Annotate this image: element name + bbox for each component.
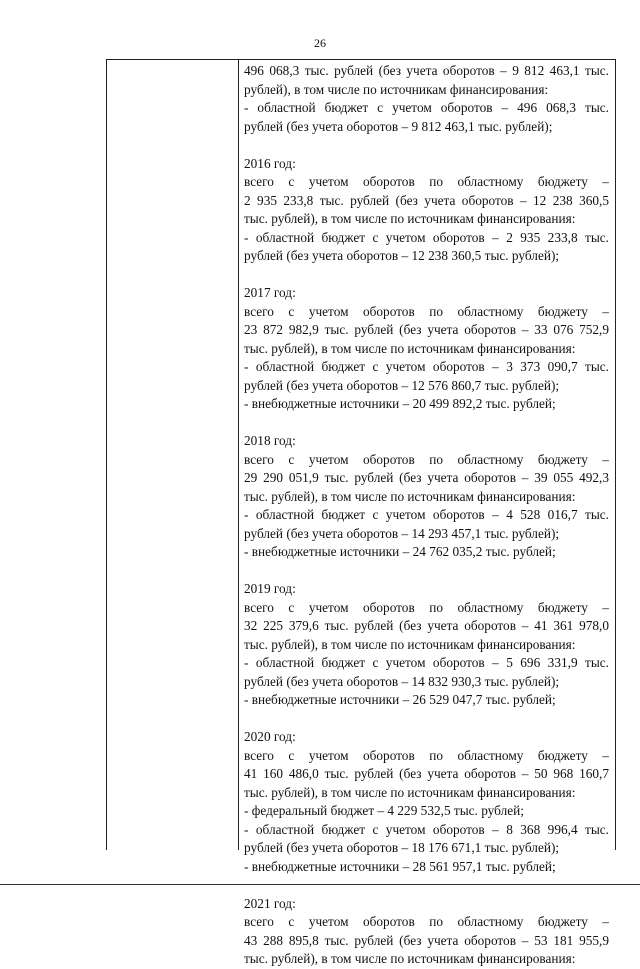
- text-block: [244, 728, 609, 876]
- text-line: 41 160 486,0 тыс. рублей (без учета оборотов – 50 968 160,7: [244, 766, 609, 781]
- text-line: всего с учетом оборотов по областному бюджету –: [244, 303, 609, 319]
- text-line: рублей (без учета оборотов – 12 576 860,7 тыс. рублей);: [244, 377, 560, 393]
- text-block: [244, 432, 609, 562]
- text-block: [244, 155, 609, 266]
- text-line: - областной бюджет с учетом оборотов – 4 528 016,7 тыс.: [244, 507, 609, 522]
- table-left-column: [106, 60, 239, 850]
- text-line: 2021 год:: [244, 895, 296, 911]
- text-block: [244, 62, 609, 136]
- text-line: 2018 год:: [244, 433, 296, 448]
- text-line: тыс. рублей), в том числе по источникам финансирования:: [244, 211, 576, 226]
- text-line: рублей), в том числе по источникам финансирования:: [244, 81, 549, 97]
- text-block: [244, 580, 609, 710]
- table-right-column: [238, 60, 616, 966]
- text-line: тыс. рублей), в том числе по источникам финансирования:: [244, 951, 576, 966]
- text-line: всего с учетом оборотов по областному бюджету –: [244, 747, 609, 763]
- text-line: - областной бюджет с учетом оборотов – 496 068,3 тыс.: [244, 100, 609, 115]
- text-block: [244, 284, 609, 414]
- text-line: 2020 год:: [244, 729, 296, 744]
- text-line: 496 068,3 тыс. рублей (без учета оборотов – 9 812 463,1 тыс.: [244, 63, 609, 78]
- text-line: - внебюджетные источники – 26 529 047,7 тыс. рублей;: [244, 692, 556, 707]
- text-line: - федеральный бюджет – 4 229 532,5 тыс. рублей;: [244, 803, 524, 818]
- budget-table: [106, 59, 616, 966]
- text-line: 2019 год:: [244, 581, 296, 596]
- text-line: 32 225 379,6 тыс. рублей (без учета оборотов – 41 361 978,0: [244, 618, 609, 633]
- text-line: 2016 год:: [244, 155, 296, 171]
- text-line: 43 288 895,8 тыс. рублей (без учета оборотов – 53 181 955,9: [244, 932, 609, 948]
- text-line: всего с учетом оборотов по областному бюджету –: [244, 451, 609, 467]
- text-line: - областной бюджет с учетом оборотов – 3 373 090,7 тыс.: [244, 359, 609, 374]
- text-line: 2017 год:: [244, 285, 296, 300]
- text-line: тыс. рублей), в том числе по источникам финансирования:: [244, 784, 576, 800]
- text-line: всего с учетом оборотов по областному бюджету –: [244, 914, 609, 929]
- text-line: - внебюджетные источники – 20 499 892,2 тыс. рублей;: [244, 396, 556, 411]
- text-block: [244, 895, 609, 969]
- text-line: 2 935 233,8 тыс. рублей (без учета оборотов – 12 238 360,5: [244, 192, 609, 208]
- text-line: - областной бюджет с учетом оборотов – 5 696 331,9 тыс.: [244, 655, 609, 670]
- text-line: - областной бюджет с учетом оборотов – 8 368 996,4 тыс.: [244, 821, 609, 837]
- text-line: рублей (без учета оборотов – 14 293 457,1 тыс. рублей);: [244, 525, 560, 541]
- page-bottom-rule: [0, 884, 640, 885]
- text-line: 29 290 051,9 тыс. рублей (без учета оборотов – 39 055 492,3: [244, 470, 609, 485]
- text-line: - внебюджетные источники – 24 762 035,2 тыс. рублей;: [244, 544, 556, 559]
- text-line: - внебюджетные источники – 28 561 957,1 тыс. рублей;: [244, 858, 556, 874]
- text-line: рублей (без учета оборотов – 12 238 360,5 тыс. рублей);: [244, 248, 560, 263]
- text-line: - областной бюджет с учетом оборотов – 2 935 233,8 тыс.: [244, 229, 609, 245]
- text-line: 23 872 982,9 тыс. рублей (без учета оборотов – 33 076 752,9: [244, 322, 609, 337]
- text-line: тыс. рублей), в том числе по источникам финансирования:: [244, 488, 576, 504]
- text-line: рублей (без учета оборотов – 14 832 930,3 тыс. рублей);: [244, 673, 560, 689]
- text-line: всего с учетом оборотов по областному бюджету –: [244, 599, 609, 615]
- text-line: рублей (без учета оборотов – 9 812 463,1 тыс. рублей);: [244, 118, 553, 134]
- text-line: рублей (без учета оборотов – 18 176 671,1 тыс. рублей);: [244, 840, 560, 855]
- text-line: тыс. рублей), в том числе по источникам финансирования:: [244, 340, 576, 356]
- financing-text-cell: [244, 62, 609, 969]
- text-line: тыс. рублей), в том числе по источникам финансирования:: [244, 636, 576, 652]
- page-number: 26: [314, 36, 326, 50]
- text-line: всего с учетом оборотов по областному бюджету –: [244, 174, 609, 189]
